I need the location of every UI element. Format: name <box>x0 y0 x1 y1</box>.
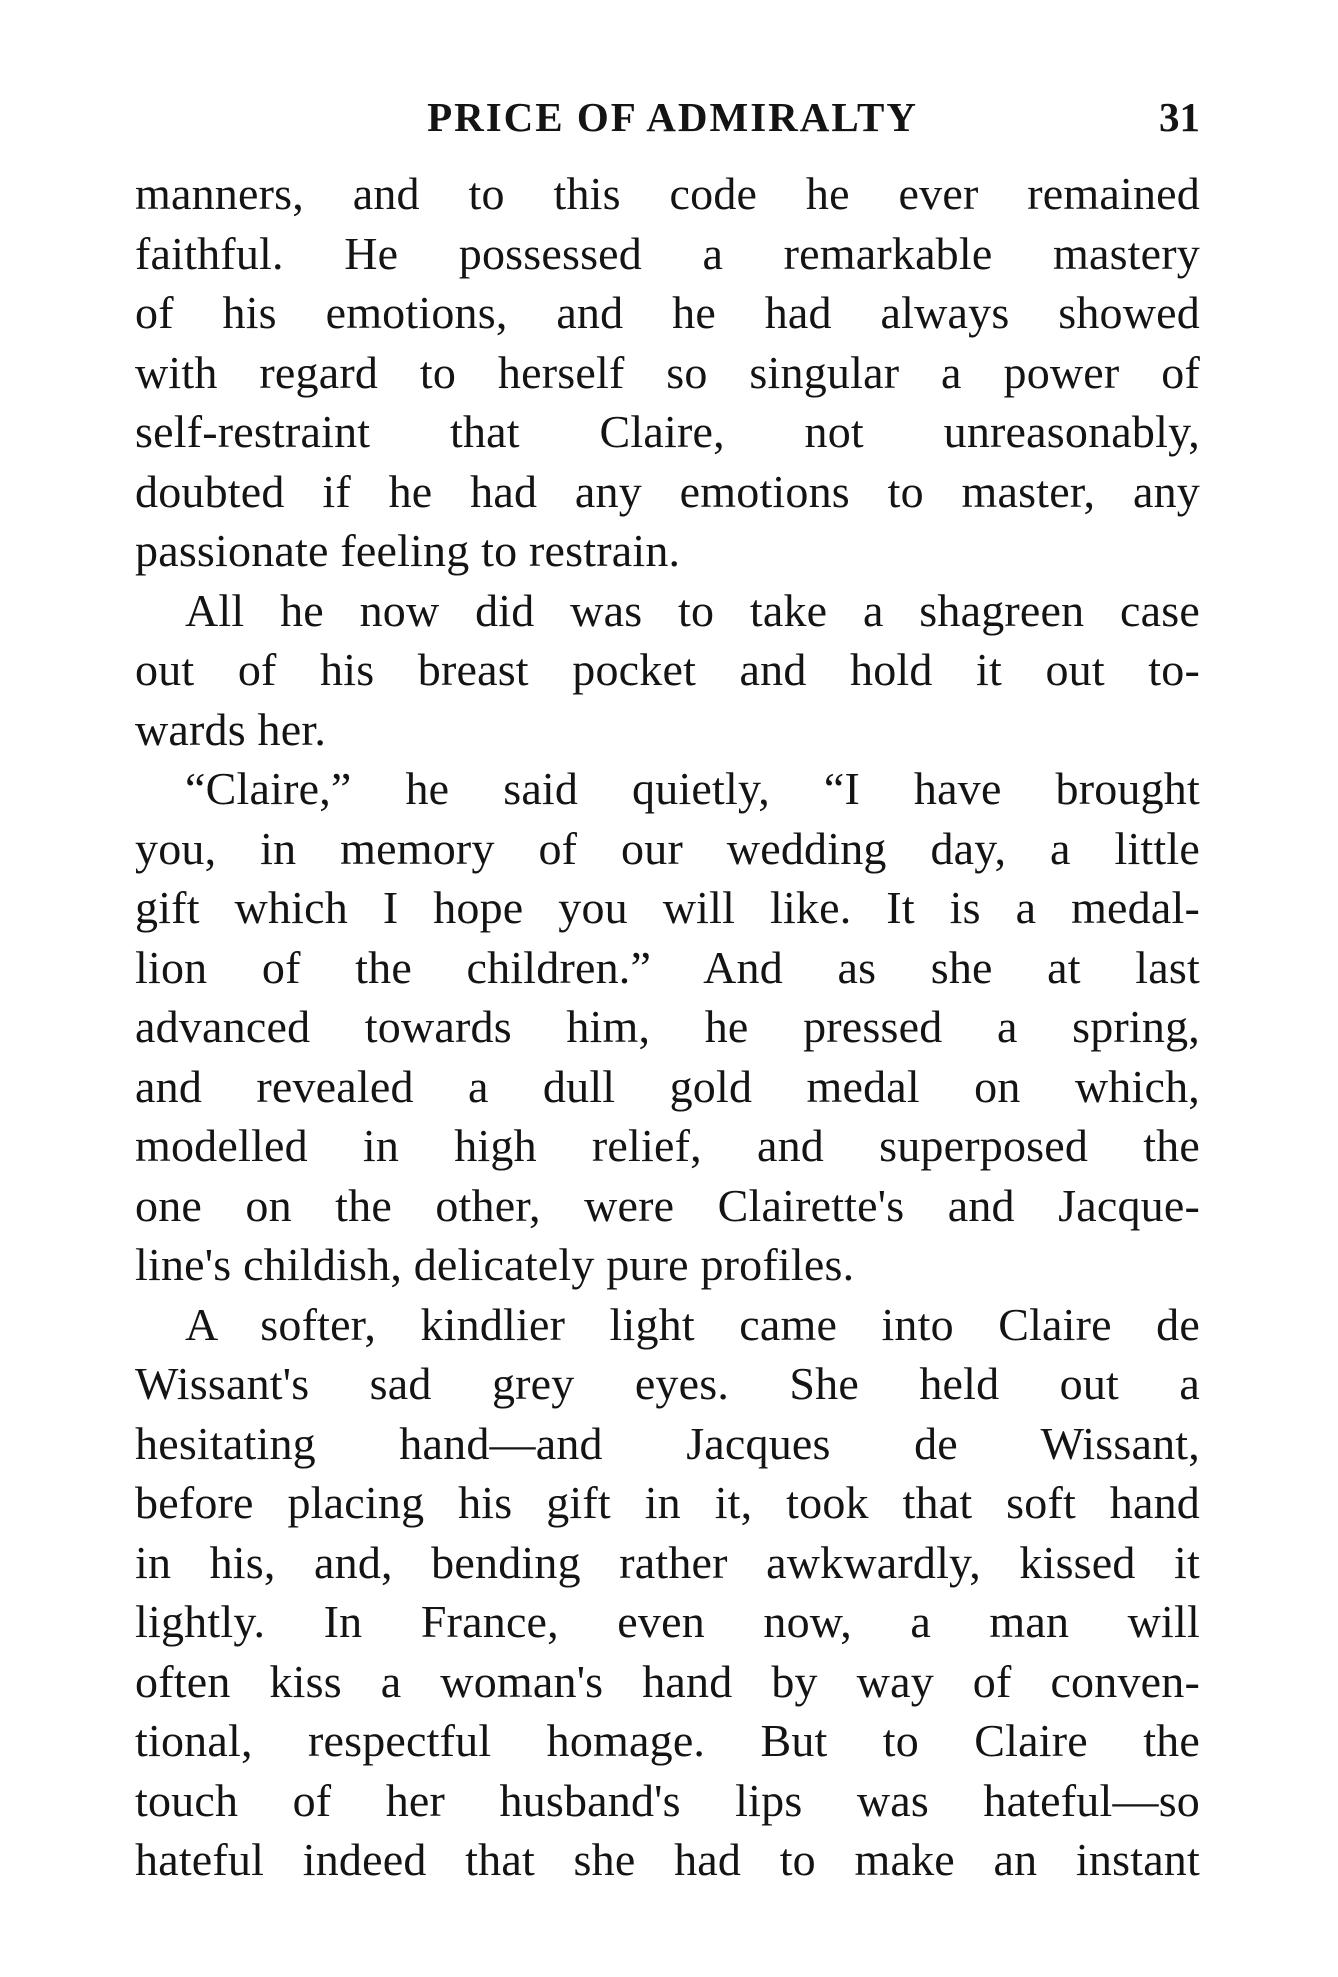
text-line: out of his breast pocket and hold it out to- <box>135 644 1200 695</box>
running-head: PRICE OF ADMIRALTY <box>427 94 918 140</box>
text-line: modelled in high relief, and superposed the <box>135 1120 1200 1171</box>
text-line: self-restraint that Claire, not unreasonably, <box>135 406 1200 457</box>
text-line: manners, and to this code he ever remained <box>135 168 1200 219</box>
text-line: and revealed a dull gold medal on which, <box>135 1060 1200 1112</box>
page-header <box>135 92 1200 142</box>
text-line: advanced towards him, he pressed a spring, <box>135 1001 1200 1052</box>
text-line: lightly. In France, even now, a man will <box>135 1596 1200 1647</box>
text-line: A softer, kindlier light came into Claire de <box>185 1298 1200 1350</box>
text-line: line's childish, delicately pure profiles. <box>135 1239 855 1290</box>
text-line: in his, and, bending rather awkwardly, kissed it <box>135 1536 1200 1588</box>
text-line: tional, respectful homage. But to Claire the <box>135 1715 1200 1766</box>
text-line: wards her. <box>135 703 327 755</box>
text-line: before placing his gift in it, took that soft hand <box>135 1477 1200 1528</box>
text-line: with regard to herself so singular a power of <box>135 346 1200 398</box>
text-line: of his emotions, and he had always showed <box>135 287 1200 338</box>
text-line: touch of her husband's lips was hateful—so <box>135 1774 1200 1826</box>
text-line: passionate feeling to restrain. <box>135 525 681 576</box>
text-line: lion of the children.” And as she at last <box>135 941 1200 993</box>
text-line: All he now did was to take a shagreen case <box>185 584 1200 636</box>
text-line: gift which I hope you will like. It is a medal- <box>135 882 1200 933</box>
text-line: “Claire,” he said quietly, “I have brought <box>185 763 1200 814</box>
text-line: hesitating hand—and Jacques de Wissant, <box>135 1417 1200 1469</box>
text-line: one on the other, were Clairette's and Jacque- <box>135 1179 1200 1231</box>
text-line: you, in memory of our wedding day, a little <box>135 822 1200 874</box>
text-line: often kiss a woman's hand by way of conven- <box>135 1655 1200 1707</box>
text-line: hateful indeed that she had to make an instant <box>135 1834 1200 1885</box>
text-line: Wissant's sad grey eyes. She held out a <box>135 1358 1200 1409</box>
text-line: faithful. He possessed a remarkable mastery <box>135 227 1200 279</box>
page-number: 31 <box>1159 94 1200 140</box>
body-text <box>135 164 1200 1890</box>
text-line: doubted if he had any emotions to master, any <box>135 465 1200 517</box>
